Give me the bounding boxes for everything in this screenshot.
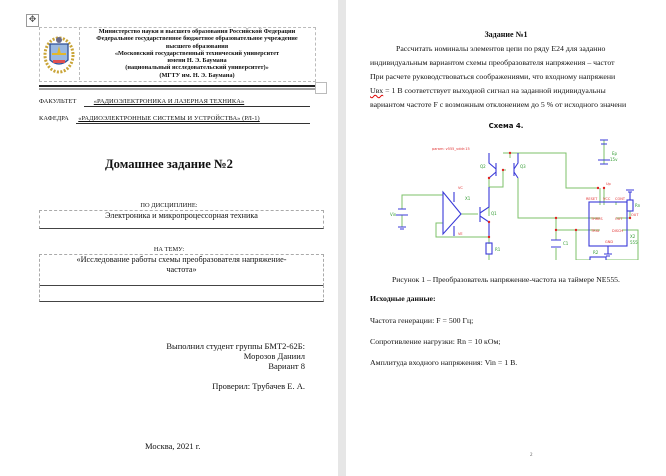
- table-resize-handle[interactable]: [315, 82, 327, 94]
- disch-pin: DISCH: [612, 229, 624, 233]
- data-item-load: Сопротивление нагрузки: Rn = 10 кОм;: [370, 337, 501, 346]
- r1-label: R1: [495, 247, 501, 252]
- task-page: [346, 0, 666, 476]
- rn-label: Rn: [635, 203, 641, 208]
- header-line: Федеральное государственное бюджетное образовательное учреждение: [96, 35, 298, 43]
- nodes: [488, 152, 631, 238]
- header-line: имени Н. Э. Баумана: [167, 57, 227, 65]
- red-labels: [432, 147, 639, 244]
- discipline-label: ПО ДИСЦИПЛИНЕ:: [140, 202, 198, 209]
- city-year: Москва, 2021 г.: [145, 441, 201, 451]
- paragraph-text: = 1 В соответствует выходной сигнал на заданной индивидуальны: [385, 86, 606, 95]
- variant: Вариант 8: [268, 361, 305, 371]
- faculty-value: «РАДИОЭЛЕКТРОНИКА И ЛАЗЕРНАЯ ТЕХНИКА»: [93, 98, 245, 105]
- paragraph-line: [370, 84, 666, 99]
- department-row: [39, 115, 260, 122]
- x2-value: 555: [630, 240, 638, 245]
- department-label: КАФЕДРА: [39, 115, 69, 122]
- q1-label: Q1: [491, 211, 497, 216]
- q2-label: Q2: [480, 164, 486, 169]
- department-underline: [76, 123, 310, 124]
- discipline-box: [39, 210, 324, 229]
- faculty-label: ФАКУЛЬТЕТ: [39, 98, 77, 105]
- source-data-heading: Исходные данные:: [370, 294, 436, 303]
- topic-extra-row: [39, 285, 324, 302]
- header-line: «Московский государственный технический университет: [114, 49, 280, 57]
- ep-value: 15v: [610, 157, 618, 162]
- data-item-amplitude: Амплитуда входного напряжения: Vin = 1 В.: [370, 358, 518, 367]
- data-item-frequency: Частота генерации: F = 500 Гц;: [370, 316, 474, 325]
- gnd-pin: GND: [605, 240, 614, 244]
- paragraph-line: При расчете руководствоваться соображениями, что входному напряжени: [370, 72, 616, 81]
- ep-label: Ep: [612, 151, 618, 156]
- header-divider: [39, 85, 315, 87]
- topic-label: НА ТЕМУ:: [153, 246, 185, 253]
- vin-label: Vin: [390, 212, 397, 217]
- paragraph-line: индивидуальным вариантом схемы преобразователя напряжения – частот: [370, 58, 615, 67]
- task-title: Задание №1: [484, 30, 528, 39]
- topic-line-1: «Исследование работы схемы преобразователя напряжение-: [76, 255, 287, 264]
- table-move-handle-icon[interactable]: ✥: [26, 14, 39, 27]
- page-number: 2: [530, 453, 533, 458]
- thres-pin: THRES: [591, 217, 603, 221]
- student-group: Выполнил студент группы БМТ2-62Б:: [166, 341, 305, 351]
- paragraph-line: Рассчитать номиналы элементов цепи по ряду Е24 для заданно: [396, 44, 606, 53]
- q3-label: Q3: [520, 164, 526, 169]
- reset-pin: RESET: [586, 197, 598, 201]
- schema-title: Схема 4.: [488, 122, 524, 130]
- header-line: (МГТУ им. Н. Э. Баумана): [159, 71, 235, 79]
- spellcheck-word[interactable]: Uвх: [370, 86, 384, 95]
- logo-cell: [39, 27, 80, 80]
- components: [396, 140, 634, 260]
- paragraph-line: вариантом частоте F с возможным отклонением до 5 % от исходного значени: [370, 100, 627, 109]
- university-emblem-icon: [39, 27, 79, 80]
- student-name: Морозов Даниил: [243, 351, 305, 361]
- university-header: [80, 28, 314, 79]
- trig-pin: TRIG: [591, 229, 600, 233]
- c1-label: C1: [563, 241, 569, 246]
- param-label: param: v555_vddr:15: [432, 147, 470, 151]
- r2-label: R2: [593, 250, 599, 255]
- out-label: OUT: [631, 213, 639, 217]
- faculty-underline: [84, 106, 310, 107]
- discipline-value: Электроника и микропроцессорная техника: [105, 211, 258, 220]
- topic-box: [39, 254, 324, 286]
- cont-pin: CONT: [615, 197, 625, 201]
- header-line: Министерство науки и высшего образования Российской Федерации: [98, 28, 296, 35]
- vc-label: VC: [458, 186, 463, 190]
- figure-caption: Рисунок 1 – Преобразователь напряжение-частота на таймере NE555.: [392, 275, 620, 284]
- vcc-pin: VCC: [603, 197, 611, 201]
- checked-by: Проверил: Трубачев Е. А.: [212, 381, 305, 391]
- header-line: высшего образования: [165, 42, 229, 50]
- ve-label: VE: [458, 232, 463, 236]
- header-line: (национальный исследовательский университет)»: [125, 64, 269, 72]
- department-value: «РАДИОЭЛЕКТРОННЫЕ СИСТЕМЫ И УСТРОЙСТВА» (РЛ-1): [78, 115, 260, 122]
- document-title: Домашнее задание №2: [105, 157, 233, 171]
- x1-label: X1: [465, 196, 471, 201]
- out-pin: OUT: [615, 217, 623, 221]
- up-label: Up: [606, 182, 611, 186]
- faculty-row: [39, 98, 244, 105]
- topic-line-2: частота»: [166, 265, 197, 274]
- x2-label: X2: [630, 234, 636, 239]
- circuit-diagram: [360, 130, 660, 260]
